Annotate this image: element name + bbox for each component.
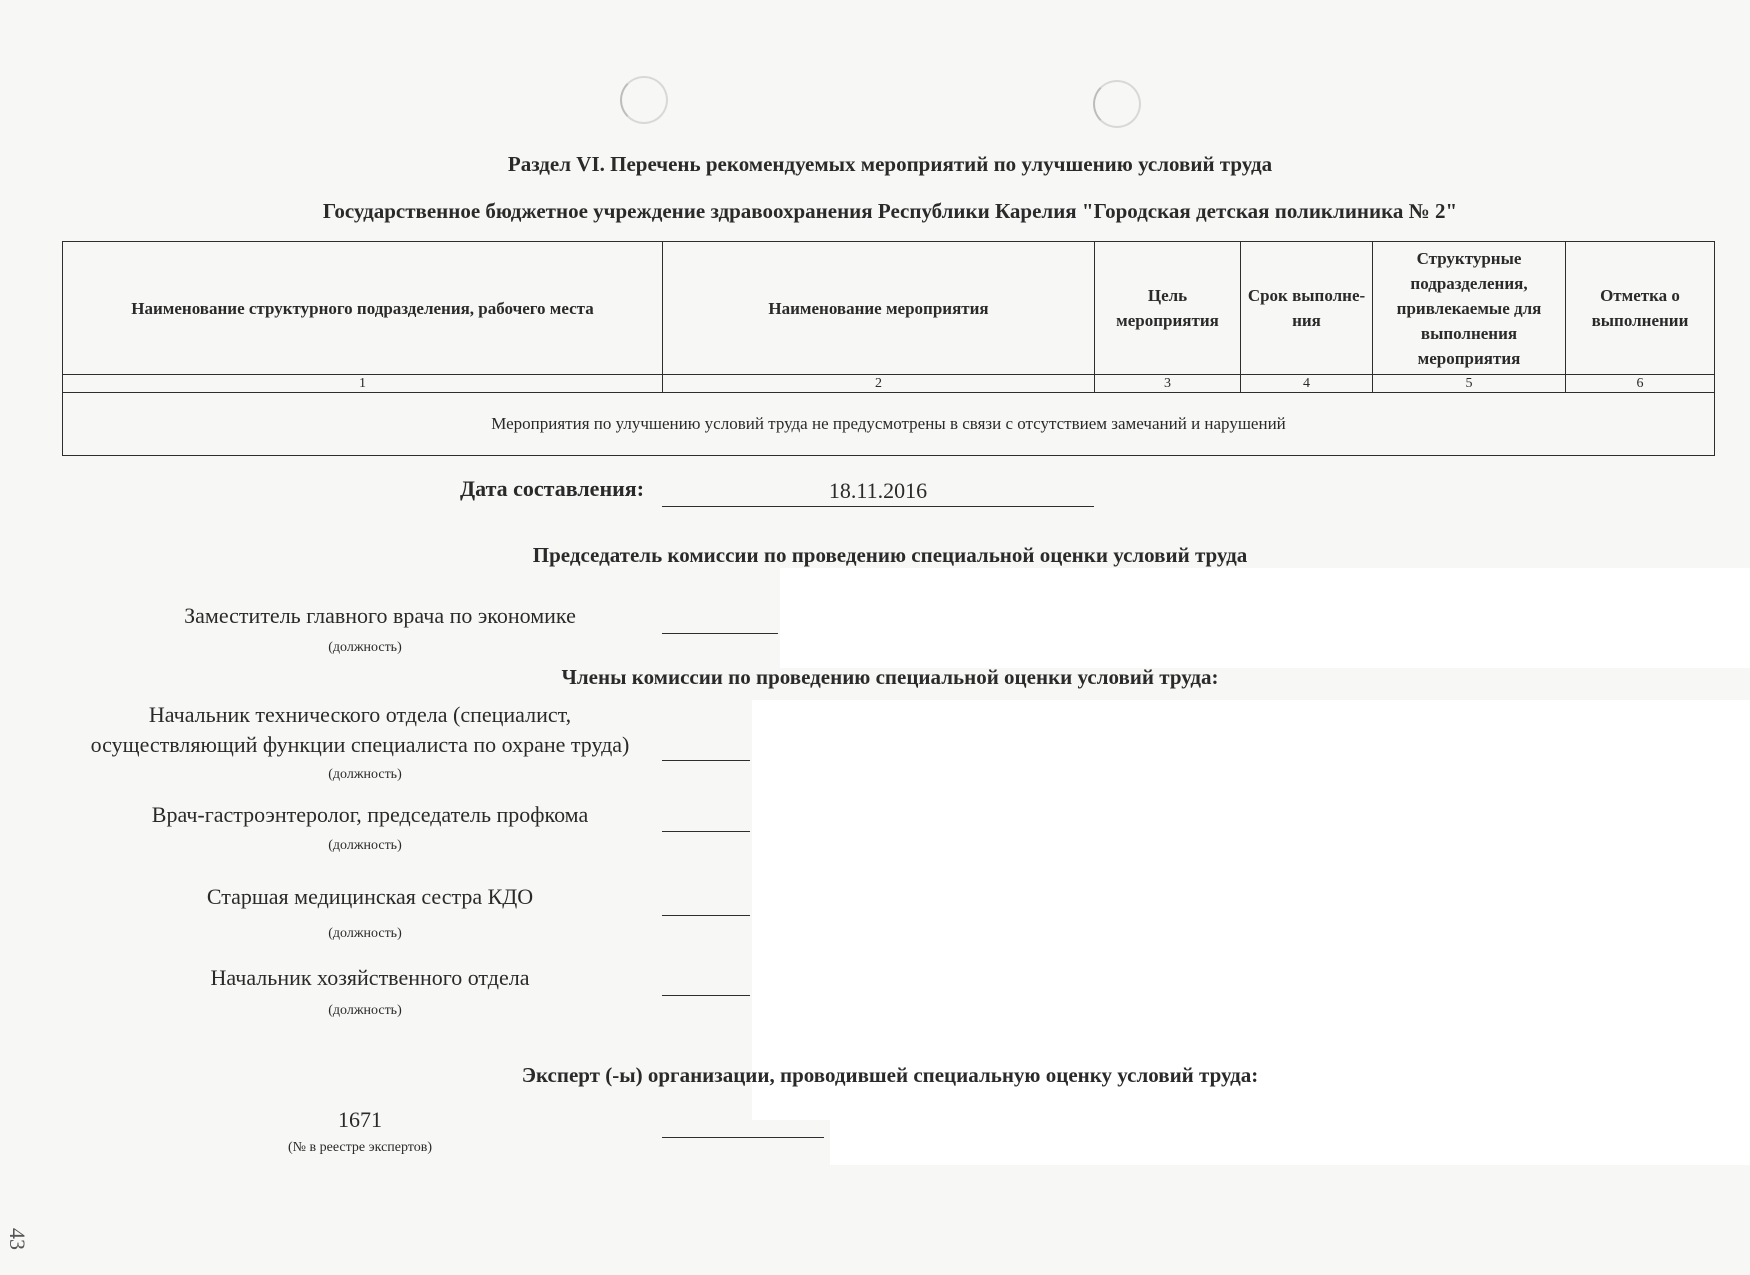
header-cell: Срок выполне-ния — [1241, 242, 1373, 375]
measures-table — [62, 241, 1715, 456]
members-heading: Члены комиссии по проведению специальной оценки условий труда: — [561, 665, 1219, 689]
column-number: 3 — [1095, 375, 1241, 393]
table-note: Мероприятия по улучшению условий труда не предусмотрены в связи с отсутствием замечаний и нарушений — [63, 393, 1715, 456]
member-position: Врач-гастроэнтеролог, председатель профкома — [151, 802, 589, 827]
redaction-area — [830, 1095, 1750, 1165]
redaction-area — [780, 568, 1750, 668]
member-position-line: Начальник технического отдела (специалист, — [148, 702, 572, 727]
member-position-line: осуществляющий функции специалиста по охране труда) — [90, 732, 630, 757]
redaction-area — [752, 700, 1750, 1120]
column-number: 1 — [63, 375, 663, 393]
table-row — [63, 393, 1715, 456]
header-cell: Структурные подразделения, привлекаемые для выполнения мероприятия — [1373, 242, 1566, 375]
expert-registry-number: 1671 — [338, 1107, 382, 1132]
punch-hole-left — [620, 76, 668, 124]
position-caption: (должность) — [328, 640, 402, 655]
column-number: 6 — [1566, 375, 1715, 393]
position-caption: (должность) — [328, 1003, 402, 1018]
header-cell: Отметка о выполнении — [1566, 242, 1715, 375]
signature-line — [662, 633, 778, 634]
member-position — [60, 700, 660, 760]
punch-hole-right — [1093, 80, 1141, 128]
date-value: 18.11.2016 — [662, 478, 1094, 507]
date-label: Дата составления: — [460, 476, 645, 501]
position-caption: (должность) — [328, 838, 402, 853]
signature-line — [662, 760, 750, 761]
header-cell: Цель мероприятия — [1095, 242, 1241, 375]
section-title: Раздел VI. Перечень рекомендуемых мероприятий по улучшению условий труда — [507, 152, 1273, 176]
header-cell: Наименование структурного подразделения, рабочего места — [63, 242, 663, 375]
member-position: Начальник хозяйственного отдела — [210, 965, 530, 990]
header-cell: Наименование мероприятия — [663, 242, 1095, 375]
column-number: 5 — [1373, 375, 1566, 393]
signature-line — [662, 995, 750, 996]
position-caption: (должность) — [328, 767, 402, 782]
expert-caption: (№ в реестре экспертов) — [287, 1140, 433, 1155]
experts-heading: Эксперт (-ы) организации, проводившей специальную оценку условий труда: — [521, 1063, 1259, 1087]
signature-line — [662, 1137, 824, 1138]
column-number: 2 — [663, 375, 1095, 393]
chairman-position: Заместитель главного врача по экономике — [184, 603, 576, 628]
member-position: Старшая медицинская сестра КДО — [206, 884, 534, 909]
table-column-number-row — [63, 375, 1715, 393]
organization-name: Государственное бюджетное учреждение здравоохранения Республики Карелия "Городская детская поликлиника № 2" — [322, 199, 1458, 223]
page-mark: 43 — [5, 1228, 30, 1250]
column-number: 4 — [1241, 375, 1373, 393]
signature-line — [662, 915, 750, 916]
table-header-row — [63, 242, 1715, 375]
chairman-heading: Председатель комиссии по проведению специальной оценки условий труда — [532, 543, 1248, 567]
signature-line — [662, 831, 750, 832]
position-caption: (должность) — [328, 926, 402, 941]
